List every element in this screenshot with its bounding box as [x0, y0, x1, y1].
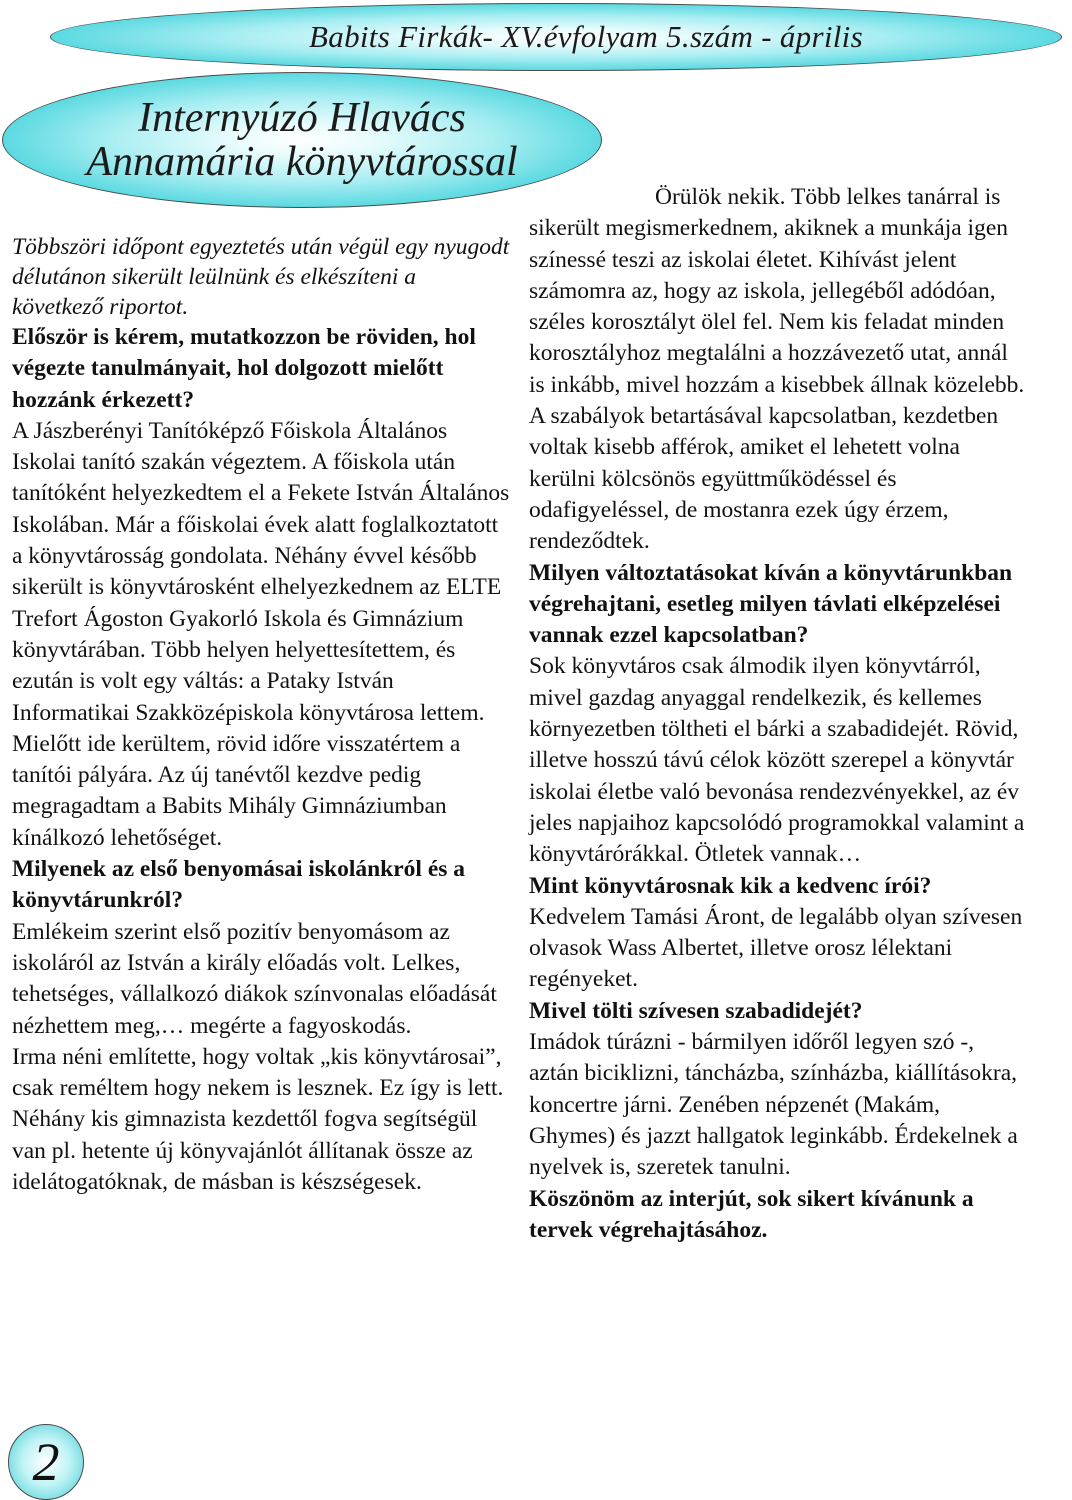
article-title	[86, 96, 517, 184]
right-column	[529, 182, 1029, 1246]
answer-3: Sok könyvtáros csak álmodik ilyen könyvtárról, mivel gazdag anyaggal rendelkezik, és kellemes környezetben töltheti el bárki a szabadidejét. Rövid, illetve hosszú távú célok között szerepel a könyvtár iskolai életbe való bevonása rendezvényekkel, az év jeles napjaihoz kapcsolódó programokkal valamint a könyvtárórákkal. Ötletek vannak…	[529, 653, 1025, 868]
question-1: Először is kérem, mutatkozzon be röviden, hol végezte tanulmányait, hol dolgozott mielőtt hozzánk érkezett?	[12, 324, 476, 413]
title-line-2: Annamária könyvtárossal	[86, 139, 518, 185]
answer-2-part-1: Emlékeim szerint első pozitív benyomásom az iskoláról az István a király előadás volt. Lelkes, tehetséges, vállalkozó diákok színvonalas előadását nézhettem meg,… megérte a fagyoskodás.	[12, 918, 497, 1039]
answer-5: Imádok túrázni - bármilyen időről legyen szó -, aztán biciklizni, táncházba, színházba, kiállításokra, koncertre járni. Zenében népzenét (Makám, Ghymes) és jazzt hallgatok leginkább. Érdekelnek a nyelvek is, szeretek tanulni.	[529, 1029, 1018, 1181]
answer-2-part-3: Örülök nekik. Több lelkes tanárral is sikerült megismerkednem, akiknek a munkája igen színessé teszi az iskolai életet. Kihívást jelent számomra az, hogy az iskola, jellegéből adódóan, széles korosztályt ölel fel. Nem kis feladat minden korosztályhoz megtalálni a hozzávezető utat, annál is inkább, mivel hozzám a kisebbek állnak közelebb. A szabályok betartásával kapcsolatban, kezdetben voltak kisebb afférok, amiket el lehetett volna kerülni kölcsönös együttműködéssel és odafigyeléssel, de mostanra ezek úgy érzem, rendeződtek.	[529, 184, 1025, 555]
question-5: Mivel tölti szívesen szabadidejét?	[529, 997, 863, 1024]
answer-2-part-2: Irma néni említette, hogy voltak „kis könyvtárosai”, csak reméltem hogy nekem is lesznek. Ez így is lett. Néhány kis gimnazista kezdettől fogva segítségül van pl. hetente új könyvajánlót állítanak össze az idelátogatóknak, de másban is készségesek.	[12, 1043, 504, 1196]
question-3: Milyen változtatásokat kíván a könyvtárunkban végrehajtani, esetleg milyen távlati elképzelései vannak ezzel kapcsolatban?	[529, 559, 1013, 649]
title-banner	[2, 72, 602, 208]
page-number: 2	[32, 1432, 60, 1492]
closing-remark: Köszönöm az interjút, sok sikert kívánunk a tervek végrehajtásához.	[529, 1185, 974, 1243]
answer-4: Kedvelem Tamási Áront, de legalább olyan szívesen olvasok Wass Albertet, illetve orosz lélektani regényeket.	[529, 903, 1023, 993]
header-text: Babits Firkák- XV.évfolyam 5.szám - április	[309, 19, 863, 54]
question-4: Mint könyvtárosnak kik a kedvenc írói?	[529, 872, 932, 899]
title-line-1: Internyúzó Hlavács	[138, 95, 466, 141]
page-number-badge	[8, 1424, 84, 1500]
header-banner	[50, 3, 1062, 71]
left-column	[12, 232, 512, 1198]
intro-paragraph: Többszöri időpont egyeztetés után végül egy nyugodt délutánon sikerült leülnünk és elkészíteni a következő riportot.	[12, 234, 510, 320]
answer-1: A Jászberényi Tanítóképző Főiskola Általános Iskolai tanító szakán végeztem. A főiskola után tanítóként helyezkedtem el a Fekete István Általános Iskolában. Már a főiskolai évek alatt foglalkoztatott a könyvtárosság gondolata. Néhány évvel később sikerült is könyvtárosként elhelyezkednem az ELTE Trefort Ágoston Gyakorló Iskola és Gimnázium könyvtárában. Több helyen helyettesítettem, és ezután is volt egy váltás: a Pataky István Informatikai Szakközépiskola könyvtárosa lettem. Mielőtt ide kerültem, rövid időre visszatértem a tanítói pályára. Az új tanévtől kezdve pedig megragadtam a Babits Mihály Gimnáziumban kínálkozó lehetőséget.	[12, 417, 510, 851]
question-2: Milyenek az első benyomásai iskolánkról és a könyvtárunkról?	[12, 856, 466, 914]
